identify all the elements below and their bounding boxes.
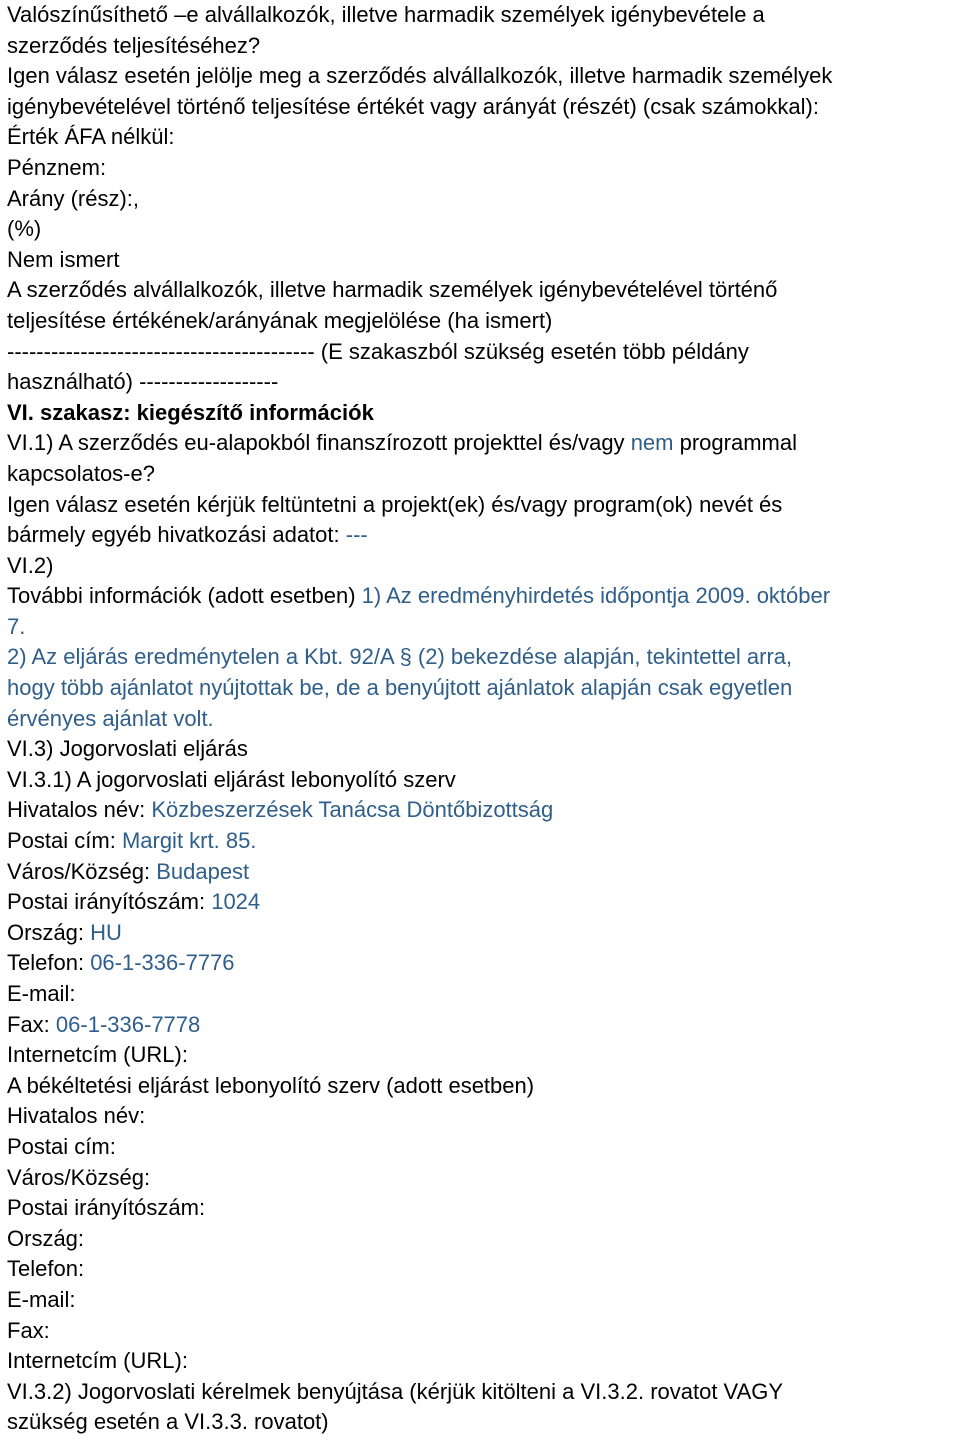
- subsection-6-3-heading: VI.3) Jogorvoslati eljárás: [7, 736, 248, 762]
- question-6-2-value-5: érvényes ajánlat volt.: [7, 705, 214, 731]
- review-name-row: [7, 795, 960, 826]
- mediation-zip-label: Postai irányítószám:: [7, 1195, 206, 1221]
- text-line-5: Érték ÁFA nélkül:: [7, 124, 175, 150]
- mediation-heading: A békéltetési eljárást lebonyolító szerv (adott esetben): [7, 1072, 535, 1098]
- mediation-phone-label: Telefon:: [7, 1256, 85, 1282]
- question-6-2-value-4: hogy több ajánlatot nyújtottak be, de a benyújtott ajánlatok alapján csak egyetlen: [7, 675, 793, 701]
- mediation-fax-label: Fax:: [7, 1317, 50, 1343]
- review-zip-value: 1024: [211, 889, 261, 915]
- text-line-3: Igen válasz esetén jelölje meg a szerződés alvállalkozók, illetve harmadik személyek: [7, 63, 833, 89]
- text-line-11: teljesítése értékének/arányának megjelölése (ha ismert): [7, 307, 553, 333]
- text-line-13: használható) -------------------: [7, 369, 279, 395]
- text-line-6: Pénznem:: [7, 154, 107, 180]
- review-phone-label: Telefon:: [7, 950, 85, 976]
- subsection-6-3-2-line-2: szükség esetén a VI.3.3. rovatot): [7, 1409, 329, 1435]
- question-6-1-value: nem: [630, 430, 674, 456]
- mediation-email-label: E-mail:: [7, 1286, 76, 1312]
- review-phone-value: 06-1-336-7776: [90, 950, 235, 976]
- question-6-2-line-1: [7, 581, 960, 612]
- question-6-2-value-2: 7.: [7, 613, 26, 639]
- mediation-country-label: Ország:: [7, 1225, 85, 1251]
- question-6-1b-line-1: Igen válasz esetén kérjük feltüntetni a projekt(ek) és/vagy program(ok) nevét és: [7, 491, 783, 517]
- review-zip-row: [7, 887, 960, 918]
- review-country-label: Ország:: [7, 919, 85, 945]
- review-country-value: HU: [90, 919, 122, 945]
- question-6-2-value-1: 1) Az eredményhirdetés időpontja 2009. október: [361, 583, 831, 609]
- review-fax-label: Fax:: [7, 1011, 50, 1037]
- text-line-9: Nem ismert: [7, 246, 120, 272]
- review-name-label: Hivatalos név:: [7, 797, 146, 823]
- question-6-2-label: VI.2): [7, 552, 54, 578]
- text-line-2: szerződés teljesítéséhez?: [7, 32, 261, 58]
- review-fax-row: [7, 1010, 960, 1041]
- review-city-value: Budapest: [156, 858, 250, 884]
- text-line-12: ------------------------------------------ (E szakaszból szükség esetén több példány: [7, 338, 749, 364]
- review-name-value: Közbeszerzések Tanácsa Döntőbizottság: [151, 797, 554, 823]
- question-6-2-text: További információk (adott esetben): [7, 583, 356, 609]
- mediation-url-label: Internetcím (URL):: [7, 1348, 188, 1374]
- review-email-label: E-mail:: [7, 981, 76, 1006]
- question-6-1-tail: programmal: [679, 430, 797, 456]
- review-zip-label: Postai irányítószám:: [7, 889, 206, 915]
- review-address-row: [7, 826, 960, 857]
- question-6-2-value-3: 2) Az eljárás eredménytelen a Kbt. 92/A § (2) bekezdése alapján, tekintettel arra,: [7, 644, 793, 670]
- section-heading: VI. szakasz: kiegészítő információk: [7, 399, 374, 425]
- review-phone-row: [7, 948, 960, 979]
- question-6-1-line-2: kapcsolatos-e?: [7, 460, 155, 486]
- review-city-row: [7, 857, 960, 888]
- review-country-row: [7, 918, 960, 949]
- text-line-1: Valószínűsíthető –e alvállalkozók, illetve harmadik személyek igénybevétele a: [7, 2, 765, 27]
- mediation-address-label: Postai cím:: [7, 1133, 116, 1159]
- review-email-row: [7, 979, 960, 1010]
- question-6-1-label: VI.1) A szerződés eu-alapokból finanszírozott projekttel és/vagy: [7, 430, 625, 456]
- text-line-10: A szerződés alvállalkozók, illetve harmadik személyek igénybevételével történő: [7, 277, 778, 303]
- text-line-4: igénybevételével történő teljesítése értékét vagy arányát (részét) (csak számokkal):: [7, 93, 819, 119]
- question-6-1b-label: bármely egyéb hivatkozási adatot:: [7, 522, 340, 548]
- text-line-8: (%): [7, 216, 42, 242]
- review-url-label: Internetcím (URL):: [7, 1042, 188, 1068]
- review-city-label: Város/Község:: [7, 858, 151, 884]
- question-6-1b-line-2: [7, 520, 960, 551]
- question-6-1b-value: ---: [345, 522, 368, 548]
- review-address-value: Margit krt. 85.: [121, 828, 257, 854]
- question-6-1-line-1: [7, 428, 960, 459]
- review-address-label: Postai cím:: [7, 828, 116, 854]
- text-line-7: Arány (rész):,: [7, 185, 140, 211]
- subsection-6-3-2-line-1: VI.3.2) Jogorvoslati kérelmek benyújtása (kérjük kitölteni a VI.3.2. rovatot VAGY: [7, 1378, 784, 1404]
- mediation-name-label: Hivatalos név:: [7, 1103, 146, 1129]
- mediation-city-label: Város/Község:: [7, 1164, 151, 1190]
- review-url-row: [7, 1040, 960, 1071]
- subsection-6-3-1-heading: VI.3.1) A jogorvoslati eljárást lebonyolító szerv: [7, 766, 456, 792]
- review-fax-value: 06-1-336-7778: [55, 1011, 201, 1037]
